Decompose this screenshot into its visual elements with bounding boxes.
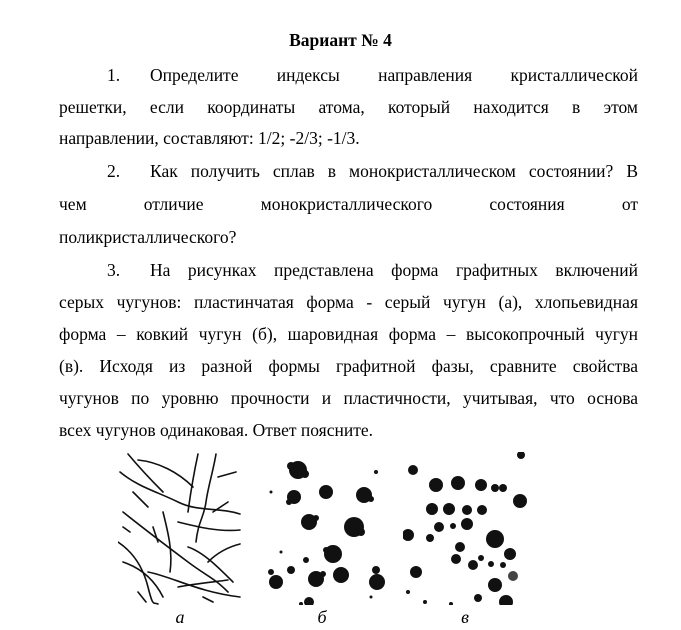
question-2-line-2: чем отличие монокристаллического состояния от — [59, 194, 638, 214]
question-2-line-1: 2. Как получить сплав в монокристаллическом состоянии? В — [107, 161, 638, 181]
question-3-line-2: серых чугунов: пластинчатая форма - серый чугун (а), хлопьевидная — [59, 292, 638, 312]
figure-caption-v: в — [461, 607, 469, 627]
question-1-line-3: направлении, составляют: 1/2; -2/3; -1/3. — [59, 128, 360, 148]
figure-caption-a: а — [175, 607, 185, 627]
figure-flake-graphite — [118, 452, 243, 605]
question-2-line-3: поликристаллического? — [59, 227, 237, 247]
question-3-line-1: 3. На рисунках представлена форма графитных включений — [107, 260, 638, 280]
figure-caption-b: б — [317, 607, 327, 627]
question-3-line-4: (в). Исходя из разной формы графитной фазы, сравните свойства — [59, 356, 638, 376]
figure-spheroidal-graphite — [403, 452, 528, 605]
question-1-line-2: решетки, если координаты атома, который находится в этом — [59, 97, 638, 117]
question-1-line-1: 1. Определите индексы направления кристаллической — [107, 65, 638, 85]
variant-title: Вариант № 4 — [289, 30, 392, 50]
question-1-number: 1. — [107, 65, 121, 85]
question-3-line-5: чугунов по уровню прочности и пластичности, учитывая, что основа — [59, 388, 638, 408]
question-3-line-3: форма – ковкий чугун (б), шаровидная форма – высокопрочный чугун — [59, 324, 638, 344]
question-3-number: 3. — [107, 260, 121, 280]
question-3-line-6: всех чугунов одинаковая. Ответ поясните. — [59, 420, 374, 440]
question-2-number: 2. — [107, 161, 121, 181]
figure-temper-graphite — [261, 452, 386, 605]
